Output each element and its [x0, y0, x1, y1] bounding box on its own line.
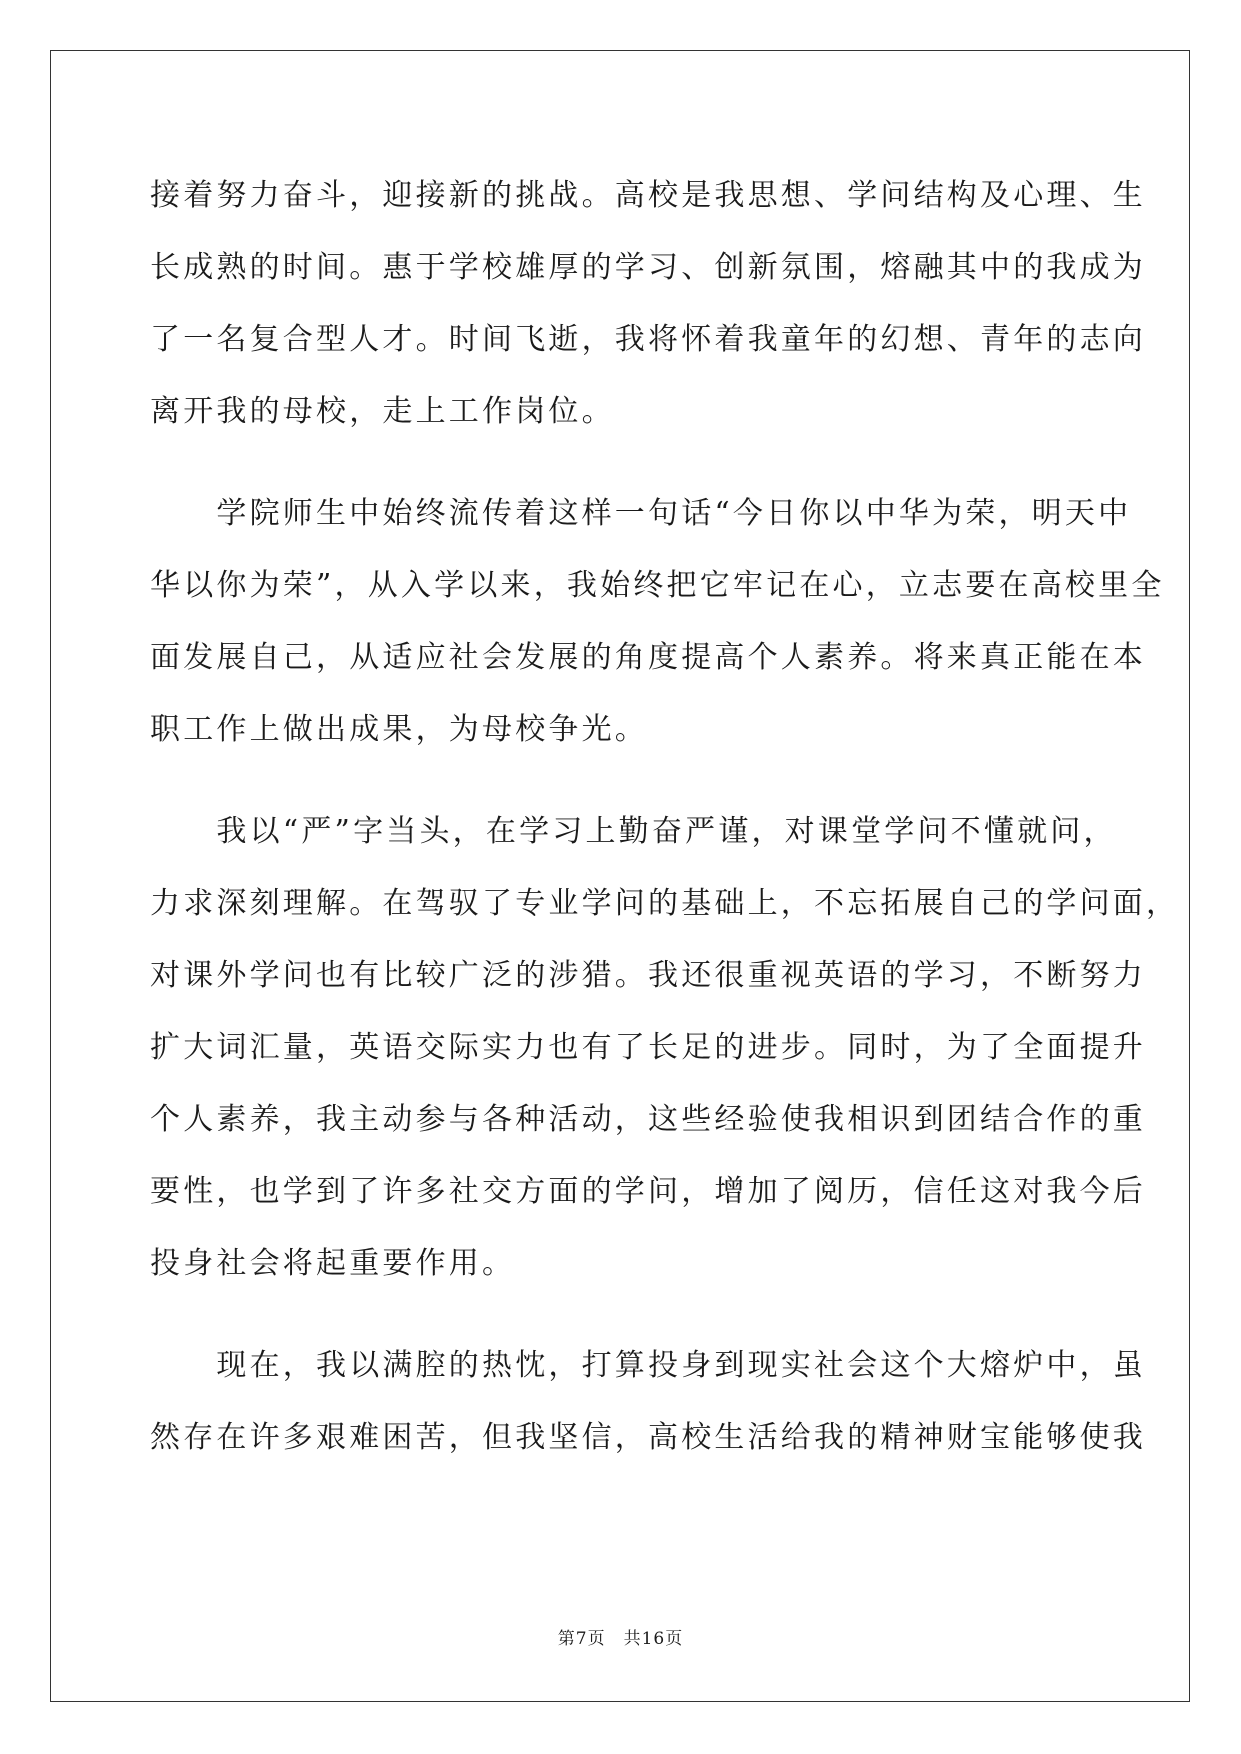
- text-line: 了一名复合型人才。时间飞逝，我将怀着我童年的幻想、青年的志向: [150, 322, 1146, 357]
- text-line: 接着努力奋斗，迎接新的挑战。高校是我思想、学问结构及心理、生: [150, 178, 1146, 213]
- text-line: 投身社会将起重要作用。: [150, 1246, 516, 1281]
- text-line: 扩大词汇量，英语交际实力也有了长足的进步。同时，为了全面提升: [150, 1030, 1146, 1065]
- page-total: 共16页: [623, 1629, 684, 1649]
- text-line: 我以“严”字当头，在学习上勤奋严谨，对课堂学问不懂就问，: [150, 814, 1117, 849]
- document-body: [150, 160, 1180, 1474]
- text-line: 然存在许多艰难困苦，但我坚信，高校生活给我的精神财宝能够使我: [150, 1420, 1146, 1455]
- paragraph: [150, 478, 1165, 766]
- text-line: 离开我的母校，走上工作岗位。: [150, 394, 615, 429]
- text-line: 长成熟的时间。惠于学校雄厚的学习、创新氛围，熔融其中的我成为: [150, 250, 1146, 285]
- paragraph: [150, 160, 1146, 448]
- text-line: 面发展自己，从适应社会发展的角度提高个人素养。将来真正能在本: [150, 640, 1146, 675]
- paragraph: [150, 796, 1180, 1300]
- text-line: 个人素养，我主动参与各种活动，这些经验使我相识到团结合作的重: [150, 1102, 1146, 1137]
- text-line: 对课外学问也有比较广泛的涉猎。我还很重视英语的学习，不断努力: [150, 958, 1146, 993]
- text-line: 要性，也学到了许多社交方面的学问，增加了阅历，信任这对我今后: [150, 1174, 1146, 1209]
- paragraph: [150, 1330, 1146, 1474]
- text-line: 学院师生中始终流传着这样一句话“今日你以中华为荣，明天中: [150, 496, 1132, 531]
- text-line: 现在，我以满腔的热忱，打算投身到现实社会这个大熔炉中，虽: [150, 1348, 1146, 1383]
- text-line: 华以你为荣”，从入学以来，我始终把它牢记在心，立志要在高校里全: [150, 568, 1165, 603]
- page-number: 第7页: [557, 1629, 606, 1649]
- text-line: 职工作上做出成果，为母校争光。: [150, 712, 648, 747]
- text-line: 力求深刻理解。在驾驭了专业学问的基础上，不忘拓展自己的学问面，: [150, 886, 1180, 921]
- page-footer: [0, 1624, 1241, 1649]
